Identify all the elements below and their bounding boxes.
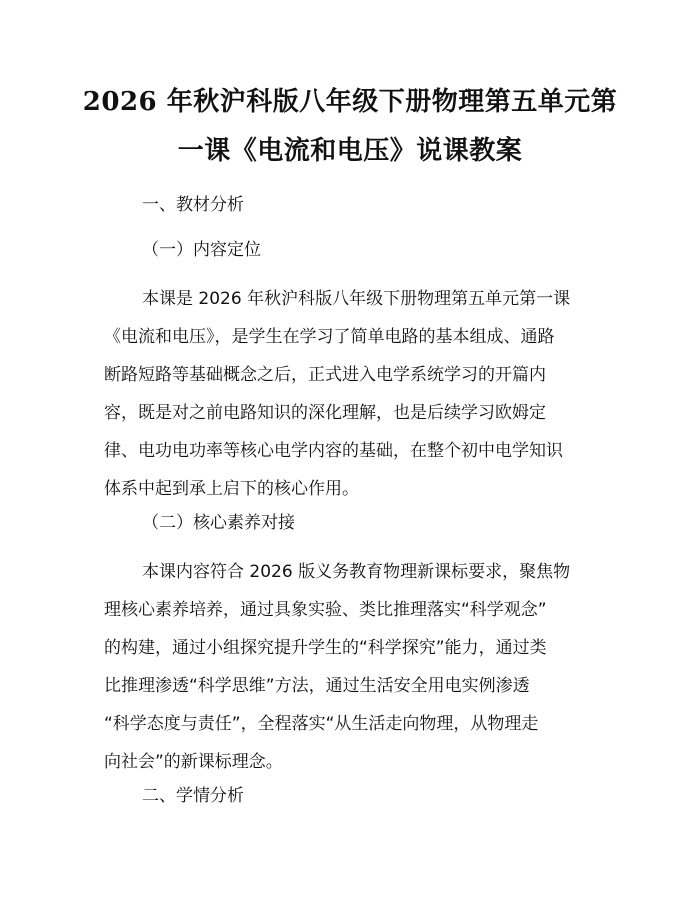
- paragraph-line: “科学态度与责任”，全程落实“从生活走向物理，从物理走: [104, 714, 539, 734]
- subsection-heading-core-literacy: （二）核心素养对接: [142, 513, 295, 533]
- document-title-line-1: 2026 年秋沪科版八年级下册物理第五单元第: [82, 87, 618, 117]
- subsection-heading-content-positioning: （一）内容定位: [142, 240, 261, 260]
- paragraph-core-literacy: [104, 553, 604, 781]
- paragraph-line: 的构建，通过小组探究提升学生的“科学探究”能力，通过类: [104, 638, 547, 658]
- paragraph-line: 本课内容符合 2026 版义务教育物理新课标要求，聚焦物: [142, 562, 571, 582]
- paragraph-line: 向社会”的新课标理念。: [104, 752, 283, 772]
- section-heading-textbook-analysis: 一、教材分析: [142, 195, 244, 215]
- paragraph-line: 律、电功电功率等核心电学内容的基础，在整个初中电学知识: [104, 441, 563, 461]
- paragraph-line: 体系中起到承上启下的核心作用。: [104, 479, 359, 499]
- paragraph-line: 容，既是对之前电路知识的深化理解，也是后续学习欧姆定: [104, 403, 546, 423]
- paragraph-line: 理核心素养培养，通过具象实验、类比推理落实“科学观念”: [104, 600, 547, 620]
- paragraph-content-positioning: [104, 280, 604, 508]
- paragraph-line: 比推理渗透“科学思维”方法，通过生活安全用电实例渗透: [104, 676, 530, 696]
- paragraph-line: 断路短路等基础概念之后，正式进入电学系统学习的开篇内: [104, 365, 546, 385]
- paragraph-line: 《电流和电压》，是学生在学习了简单电路的基本组成、通路: [104, 327, 555, 347]
- paragraph-line: 本课是 2026 年秋沪科版八年级下册物理第五单元第一课: [142, 289, 571, 309]
- document-title-line-2: 一课《电流和电压》说课教案: [177, 136, 523, 166]
- section-heading-student-analysis: 二、学情分析: [142, 786, 244, 806]
